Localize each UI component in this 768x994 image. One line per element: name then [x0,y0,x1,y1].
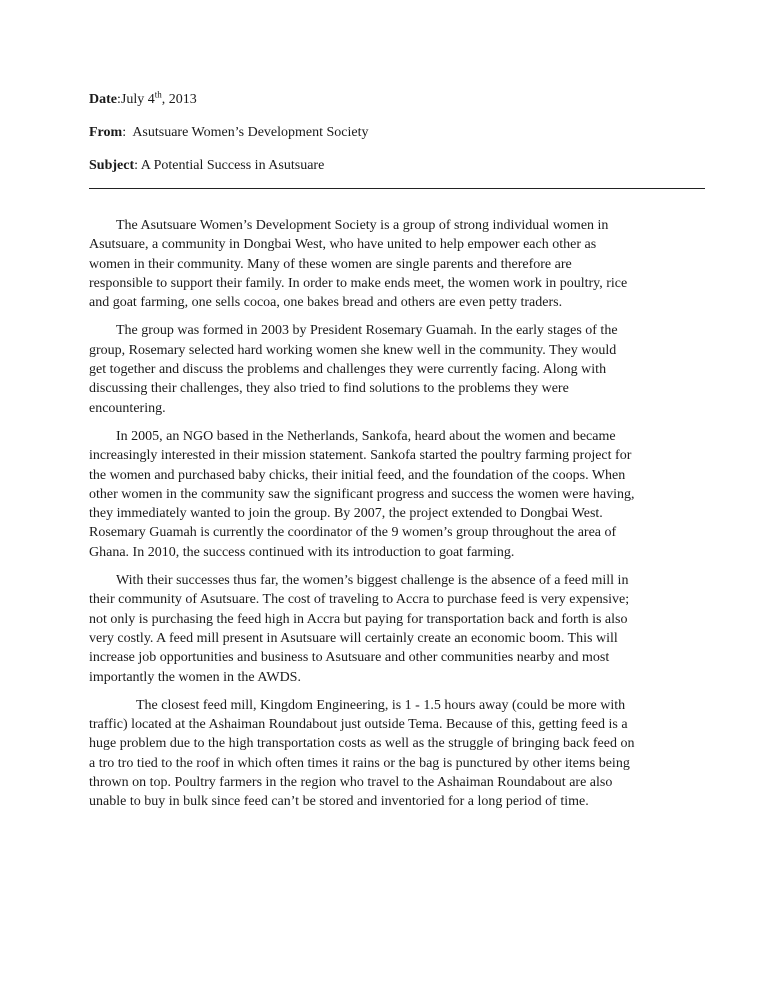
memo-date-line: Date:July 4th, 2013 [89,89,197,107]
memo-from-line: From: Asutsuare Women’s Development Society [89,125,369,140]
paragraph-line: huge problem due to the high transportation costs as well as the struggle of bringing back feed on [89,736,635,752]
paragraph-line: In 2005, an NGO based in the Netherlands, Sankofa, heard about the women and became [116,428,616,444]
body-paragraph [89,321,679,417]
paragraph-line: very costly. A feed mill present in Asutsuare will certainly create an economic boom. This will [89,630,618,646]
paragraph-line: Rosemary Guamah is currently the coordinator of the 9 women’s group throughout the area of [89,525,617,541]
body-paragraph [89,216,679,312]
from-value: Asutsuare Women’s Development Society [132,125,369,140]
subject-value: A Potential Success in Asutsuare [140,158,325,173]
date-label: Date [89,92,117,107]
paragraph-line: The Asutsuare Women’s Development Society is a group of strong individual women in [116,218,609,233]
memo-subject-line: Subject: A Potential Success in Asutsuare [89,158,325,173]
header-divider [89,188,705,189]
subject-label: Subject [89,158,135,173]
paragraph-line: not only is purchasing the feed high in Accra but paying for transportation back and forth is also [89,611,628,627]
paragraph-line: thrown on top. Poultry farmers in the region who travel to the Ashaiman Roundabout are also [89,775,613,791]
paragraph-line: traffic) located at the Ashaiman Roundabout just outside Tema. Because of this, getting feed is a [89,717,628,733]
paragraph-line: discussing their challenges, they also tried to find solutions to the problems they were [89,381,569,397]
paragraph-line: The group was formed in 2003 by President Rosemary Guamah. In the early stages of the [116,323,618,339]
memo-body [89,216,679,821]
paragraph-line: and goat farming, one sells cocoa, one bakes bread and others are even petty traders. [89,295,563,311]
from-label: From [89,125,123,140]
paragraph-line: importantly the women in the AWDS. [89,669,301,685]
date-month-day: July 4 [120,92,155,107]
body-paragraph [89,571,679,687]
paragraph-line: encountering. [89,400,166,416]
date-ordinal-suffix: th [154,89,162,100]
paragraph-line: women in their community. Many of these women are single parents and therefore are [89,256,572,272]
paragraph-line: a tro tro tied to the roof in which often times it rains or the bag is punctured by other items being [89,755,630,771]
paragraph-line: Ghana. In 2010, the success continued with its introduction to goat farming. [89,544,515,560]
paragraph-line: increase job opportunities and business to Asutsuare and other communities nearby and most [89,650,610,666]
paragraph-line: group, Rosemary selected hard working women she knew well in the community. They would [89,342,617,358]
paragraph-line: With their successes thus far, the women’s biggest challenge is the absence of a feed mill in [116,573,629,589]
paragraph-line: the women and purchased baby chicks, their initial feed, and the foundation of the coops. When [89,467,626,483]
paragraph-line: Asutsuare, a community in Dongbai West, who have united to help empower each other as [89,237,597,253]
paragraph-line: The closest feed mill, Kingdom Engineering, is 1 - 1.5 hours away (could be more with [136,697,626,713]
paragraph-line: unable to buy in bulk since feed can’t be stored and inventoried for a long period of time. [89,794,589,810]
paragraph-line: get together and discuss the problems and challenges they were currently facing. Along with [89,362,607,378]
paragraph-line: increasingly interested in their mission statement. Sankofa started the poultry farming project for [89,448,632,464]
paragraph-line: responsible to support their family. In order to make ends meet, the women work in poultry, rice [89,275,628,291]
paragraph-line: other women in the community saw the significant progress and success the women were having, [89,486,635,502]
paragraph-line: their community of Asutsuare. The cost of traveling to Accra to purchase feed is very expensive; [89,592,630,608]
date-year: , 2013 [161,92,197,107]
body-paragraph [89,696,679,812]
body-paragraph [89,427,679,562]
paragraph-line: they immediately wanted to join the group. By 2007, the project extended to Dongbai West. [89,506,603,522]
